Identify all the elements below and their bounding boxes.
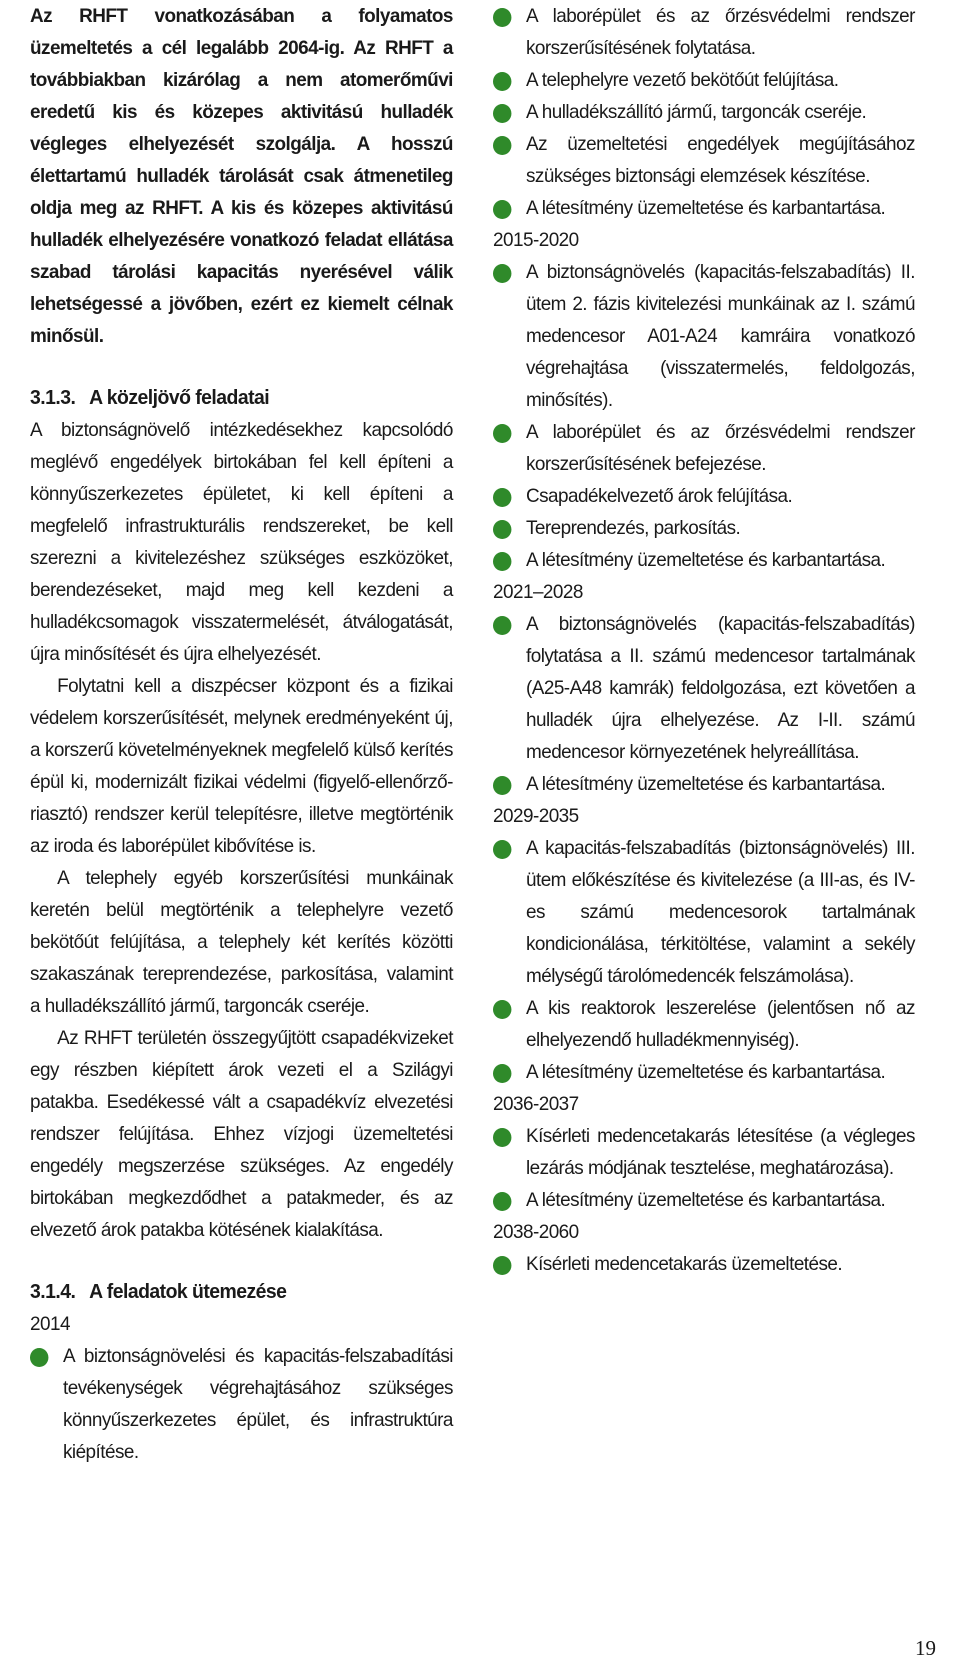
bullet-item — [493, 64, 915, 96]
bullet-dot-icon — [493, 552, 511, 571]
body-paragraph: Folytatni kell a diszpécser központ és a fizikai védelem korszerűsítését, melynek eredményeként új, a korszerű követelményeknek megfelelő külső kerítés épül ki, modernizált fizikai védelmi (figyelő-ellenőrző-riasztó) rendszer kerül telepítésre, illetve megtörténik az iroda és laborépület kibővítése is. — [30, 675, 453, 857]
bullet-item — [493, 1184, 915, 1216]
bullet-dot-icon — [493, 8, 511, 27]
bullet-item — [493, 544, 915, 576]
bullet-item — [493, 1120, 915, 1184]
bullet-text: A biztonságnövelési és kapacitás-felszabadítási tevékenységek végrehajtásához szükséges könnyűszerkezetes épület, és infrastruktúra kiépítése. — [62, 1345, 453, 1463]
bullet-item — [493, 192, 915, 224]
body-paragraph: A biztonságnövelő intézkedésekhez kapcsolódó meglévő engedélyek birtokában fel kell építeni a könnyűszerkezetes épületet, ki kell építeni a megfelelő infrastrukturális rendszereket, be kell szerezni a kivitelezéshez szükséges eszközöket, berendezéseket, majd meg kell kezdeni a hulladékcsomagok visszatermelését, átválogatását, újra minősítését és újra elhelyezését. — [30, 419, 453, 665]
bullet-text: A telephelyre vezető bekötőút felújítása. — [525, 69, 839, 91]
bullet-text: A létesítmény üzemeltetése és karbantartása. — [525, 197, 886, 219]
bullet-text: A laborépület és az őrzésvédelmi rendszer korszerűsítésének folytatása. — [525, 5, 915, 59]
bullet-text: A létesítmény üzemeltetése és karbantartása. — [525, 1189, 886, 1211]
bullet-text: A laborépület és az őrzésvédelmi rendszer korszerűsítésének befejezése. — [525, 421, 915, 475]
bullet-dot-icon — [493, 1000, 511, 1019]
bullet-item — [493, 608, 915, 768]
bullet-item — [493, 1056, 915, 1088]
bullet-text: A kis reaktorok leszerelése (jelentősen nő az elhelyezendő hulladékmennyiség). — [525, 997, 915, 1051]
bullet-dot-icon — [493, 424, 511, 443]
bullet-item — [493, 416, 915, 480]
bullet-dot-icon — [493, 520, 511, 539]
period-label: 2029-2035 — [493, 805, 579, 827]
bullet-text: A létesítmény üzemeltetése és karbantartása. — [525, 549, 886, 571]
section-number: 3.1.3. — [30, 387, 76, 409]
page-number: 19 — [915, 1636, 936, 1660]
bullet-dot-icon — [493, 72, 511, 91]
body-paragraph: A telephely egyéb korszerűsítési munkáinak keretén belül megtörténik a telephelyre vezető bekötőút felújítása, a telephely két kerítés közötti szakaszának tereprendezése, parkosítása, valamint a hulladékszállító jármű, targoncák cseréje. — [30, 867, 453, 1017]
bullet-text: A biztonságnövelés (kapacitás-felszabadítás) II. ütem 2. fázis kivitelezési munkáinak az I. számú medencesor A01-A24 kamráira vonatkozó végrehajtása (visszatermelés, feldolgozás, minősítés). — [525, 261, 915, 411]
period-label: 2015-2020 — [493, 229, 579, 251]
bullet-dot-icon — [493, 616, 511, 635]
bullet-dot-icon — [493, 1256, 511, 1275]
bullet-dot-icon — [493, 136, 511, 155]
bullet-item — [493, 1248, 915, 1280]
bullet-item — [493, 512, 915, 544]
bullet-text: Csapadékelvezető árok felújítása. — [525, 485, 793, 507]
bullet-dot-icon — [493, 776, 511, 795]
bullet-text: Kísérleti medencetakarás üzemeltetése. — [525, 1253, 843, 1275]
bullet-item — [493, 768, 915, 800]
period-label: 2014 — [30, 1313, 70, 1335]
left-column — [30, 0, 453, 1468]
bullet-dot-icon — [493, 1128, 511, 1147]
bullet-text: A létesítmény üzemeltetése és karbantartása. — [525, 1061, 886, 1083]
bullet-item — [493, 480, 915, 512]
period-label: 2036-2037 — [493, 1093, 579, 1115]
bullet-text: A kapacitás-felszabadítás (biztonságnövelés) III. ütem előkészítése és kivitelezése (a III-as, és IV-es számú medencesorok tartalmának kondicionálása, térkitöltése, valamint a sekély mélységű tárolómedencék felszámolása). — [525, 837, 915, 987]
bullet-item — [493, 992, 915, 1056]
bullet-text: A létesítmény üzemeltetése és karbantartása. — [525, 773, 886, 795]
bullet-item — [30, 1340, 453, 1468]
bullet-text: Kísérleti medencetakarás létesítése (a végleges lezárás módjának tesztelése, meghatározása). — [525, 1125, 915, 1179]
bullet-text: Az üzemeltetési engedélyek megújításához szükséges biztonsági elemzések készítése. — [525, 133, 915, 187]
section-number: 3.1.4. — [30, 1281, 76, 1303]
bullet-dot-icon — [493, 264, 511, 283]
section-title: A közeljövő feladatai — [89, 387, 270, 409]
bullet-item — [493, 0, 915, 64]
bullet-item — [493, 832, 915, 992]
bullet-item — [493, 128, 915, 192]
period-label: 2038-2060 — [493, 1221, 579, 1243]
intro-paragraph: Az RHFT vonatkozásában a folyamatos üzemeltetés a cél legalább 2064-ig. Az RHFT a továbbiakban kizárólag a nem atomerőművi eredetű kis és közepes aktivitású hulladék végleges elhelyezését szolgálja. A hosszú élettartamú hulladék tárolását csak átmenetileg oldja meg az RHFT. A kis és közepes aktivitású hulladék elhelyezésére vonatkozó feladat ellátása szabad tárolási kapacitás nyerésével válik lehetségessé a jövőben, ezért ez kiemelt célnak minősül. — [30, 5, 453, 347]
period-label: 2021–2028 — [493, 581, 583, 603]
section-heading-314 — [30, 1276, 453, 1308]
bullet-dot-icon — [493, 1192, 511, 1211]
section-heading-313 — [30, 382, 453, 414]
bullet-text: Tereprendezés, parkosítás. — [525, 517, 741, 539]
bullet-item — [493, 96, 915, 128]
bullet-dot-icon — [493, 104, 511, 123]
bullet-dot-icon — [30, 1348, 48, 1367]
bullet-dot-icon — [493, 200, 511, 219]
bullet-dot-icon — [493, 840, 511, 859]
bullet-text: A hulladékszállító jármű, targoncák cseréje. — [525, 101, 867, 123]
bullet-item — [493, 256, 915, 416]
right-column — [493, 0, 915, 1280]
body-paragraph: Az RHFT területén összegyűjtött csapadékvizeket egy részben kiépített árok vezeti el a Szilágyi patakba. Esedékessé vált a csapadékvíz elvezetési rendszer felújítása. Ehhez vízjogi üzemeltetési engedély megszerzése szükséges. Az engedély birtokában megkezdődhet a patakmeder, és az elvezető árok patakba kötésének kialakítása. — [30, 1027, 453, 1241]
section-title: A feladatok ütemezése — [89, 1281, 287, 1303]
bullet-dot-icon — [493, 488, 511, 507]
bullet-dot-icon — [493, 1064, 511, 1083]
bullet-text: A biztonságnövelés (kapacitás-felszabadítás) folytatása a II. számú medencesor tartalmának (A25-A48 kamrák) feldolgozása, ezt követően a hulladék újra elhelyezése. Az I-II. számú medencesor környezetének helyreállítása. — [525, 613, 915, 763]
